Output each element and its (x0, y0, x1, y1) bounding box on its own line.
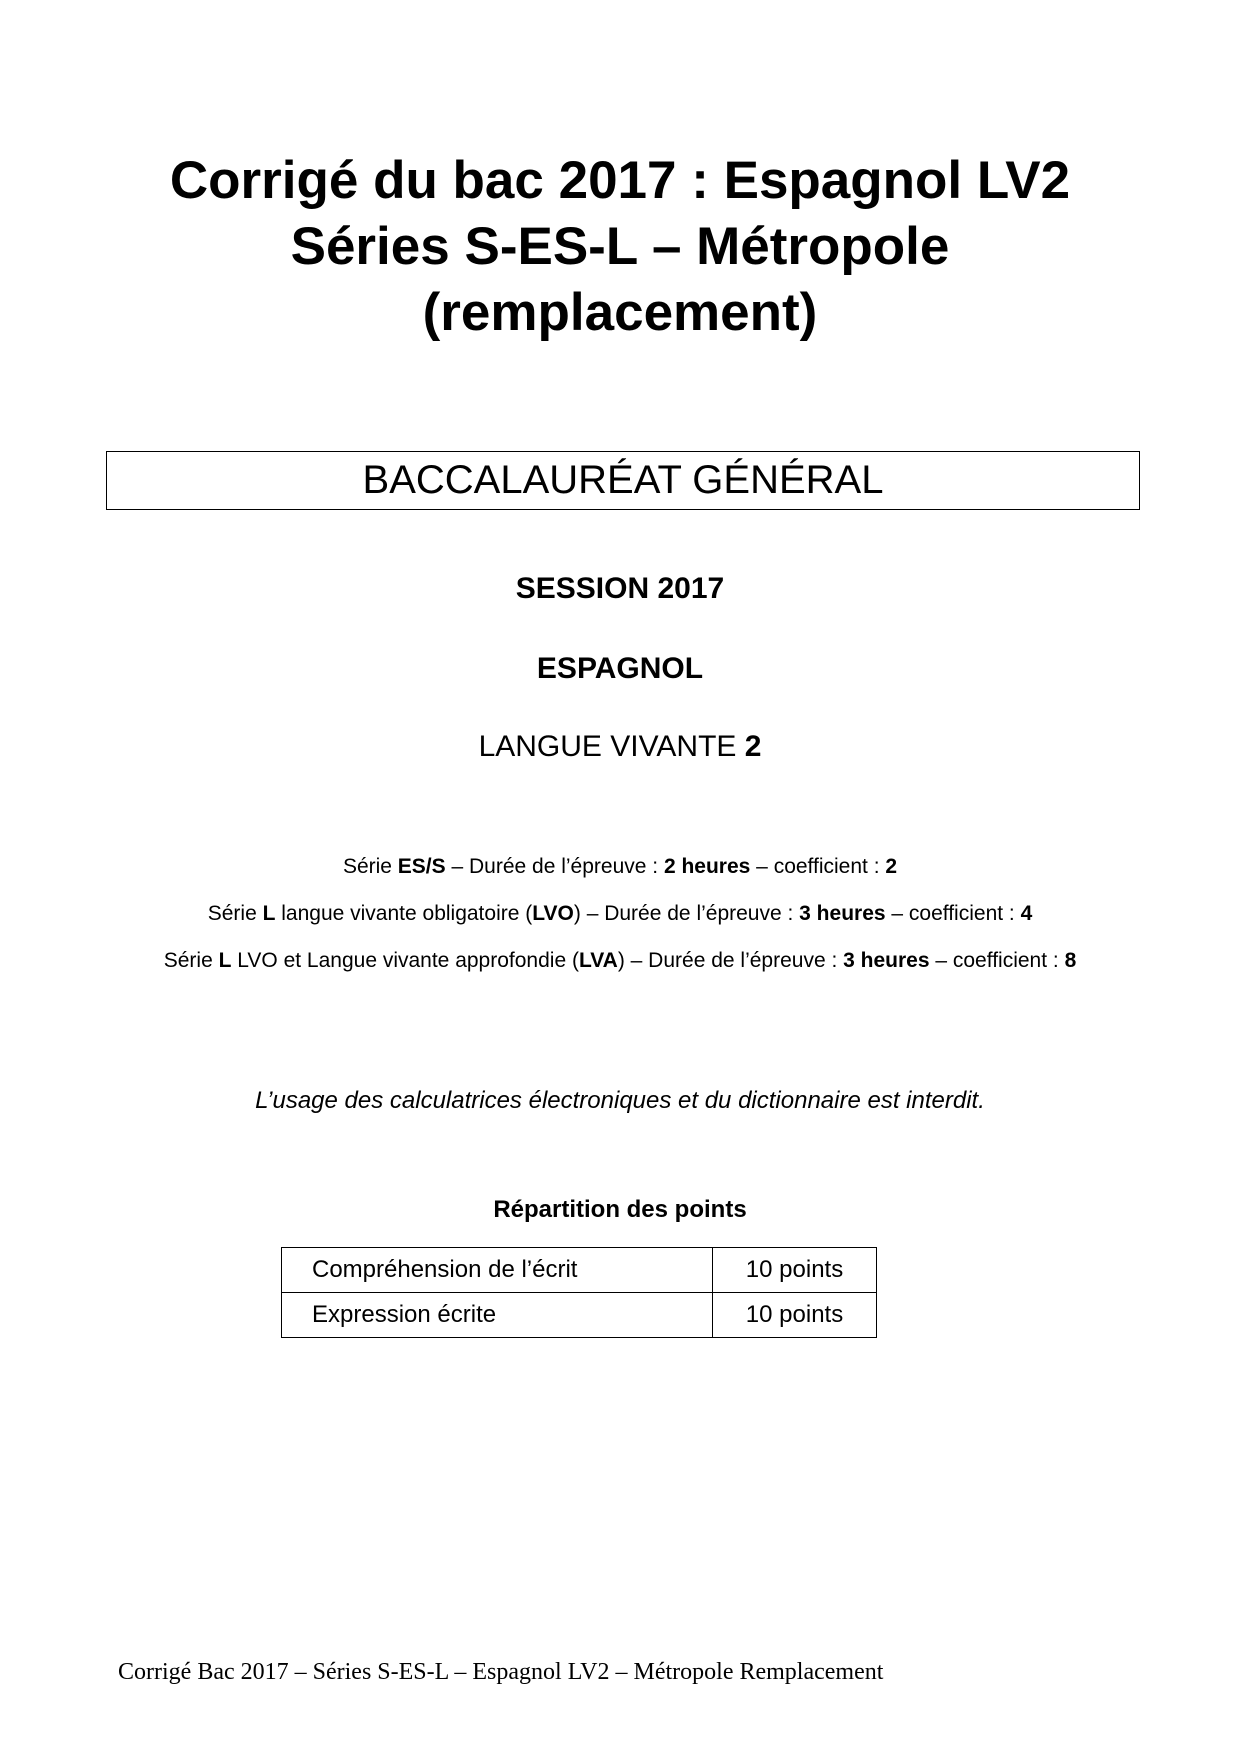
table-row (282, 1293, 877, 1338)
serie-bold-segment: ES/S (397, 855, 446, 878)
points-row-value: 10 points (713, 1293, 877, 1338)
baccalaureat-heading-box (106, 451, 1140, 510)
serie-text-segment: Série (342, 855, 398, 878)
serie-line-l-lva (0, 949, 1240, 973)
points-table (281, 1247, 877, 1338)
serie-bold-segment: LVO (532, 902, 574, 925)
serie-line-es-s (0, 855, 1240, 879)
langue-vivante-heading (0, 730, 1240, 764)
page-footer: Corrigé Bac 2017 – Séries S-ES-L – Espagnol LV2 – Métropole Remplacement (118, 1659, 884, 1685)
points-row-value: 10 points (713, 1248, 877, 1293)
serie-text-segment: ) – Durée de l’épreuve : (573, 902, 800, 925)
serie-text-segment: – coefficient : (750, 855, 886, 878)
baccalaureat-heading: BACCALAURÉAT GÉNÉRAL (362, 458, 884, 502)
serie-bold-segment: 8 (1064, 949, 1077, 972)
serie-bold-segment: 4 (1020, 902, 1033, 925)
langue-number: 2 (744, 730, 762, 763)
calculator-notice: L’usage des calculatrices électroniques et du dictionnaire est interdit. (255, 1087, 985, 1114)
serie-bold-segment: 2 heures (663, 855, 751, 878)
title-line-3: (remplacement) (422, 283, 818, 342)
points-row-label: Expression écrite (282, 1293, 713, 1338)
points-row-label: Compréhension de l’écrit (282, 1248, 713, 1293)
session-heading: SESSION 2017 (515, 572, 725, 605)
serie-bold-segment: L (218, 949, 232, 972)
subject-heading: ESPAGNOL (536, 652, 704, 685)
serie-text-segment: Série (163, 949, 219, 972)
serie-bold-segment: LVA (578, 949, 618, 972)
serie-bold-segment: L (262, 902, 276, 925)
title-line-2: Séries S-ES-L – Métropole (290, 217, 950, 276)
serie-line-l-lvo (0, 902, 1240, 926)
serie-bold-segment: 3 heures (843, 949, 930, 972)
repartition-title: Répartition des points (493, 1196, 747, 1223)
serie-text-segment: LVO et Langue vivante approfondie ( (231, 949, 579, 972)
serie-text-segment: – coefficient : (929, 949, 1065, 972)
serie-text-segment: langue vivante obligatoire ( (275, 902, 533, 925)
serie-text-segment: – Durée de l’épreuve : (445, 855, 664, 878)
table-row (282, 1248, 877, 1293)
langue-label: LANGUE VIVANTE (478, 730, 745, 763)
title-line-1: Corrigé du bac 2017 : Espagnol LV2 (169, 151, 1071, 210)
serie-text-segment: – coefficient : (885, 902, 1021, 925)
document-title (0, 148, 1240, 346)
serie-bold-segment: 3 heures (799, 902, 886, 925)
serie-bold-segment: 2 (885, 855, 898, 878)
serie-text-segment: Série (207, 902, 263, 925)
serie-text-segment: ) – Durée de l’épreuve : (617, 949, 844, 972)
